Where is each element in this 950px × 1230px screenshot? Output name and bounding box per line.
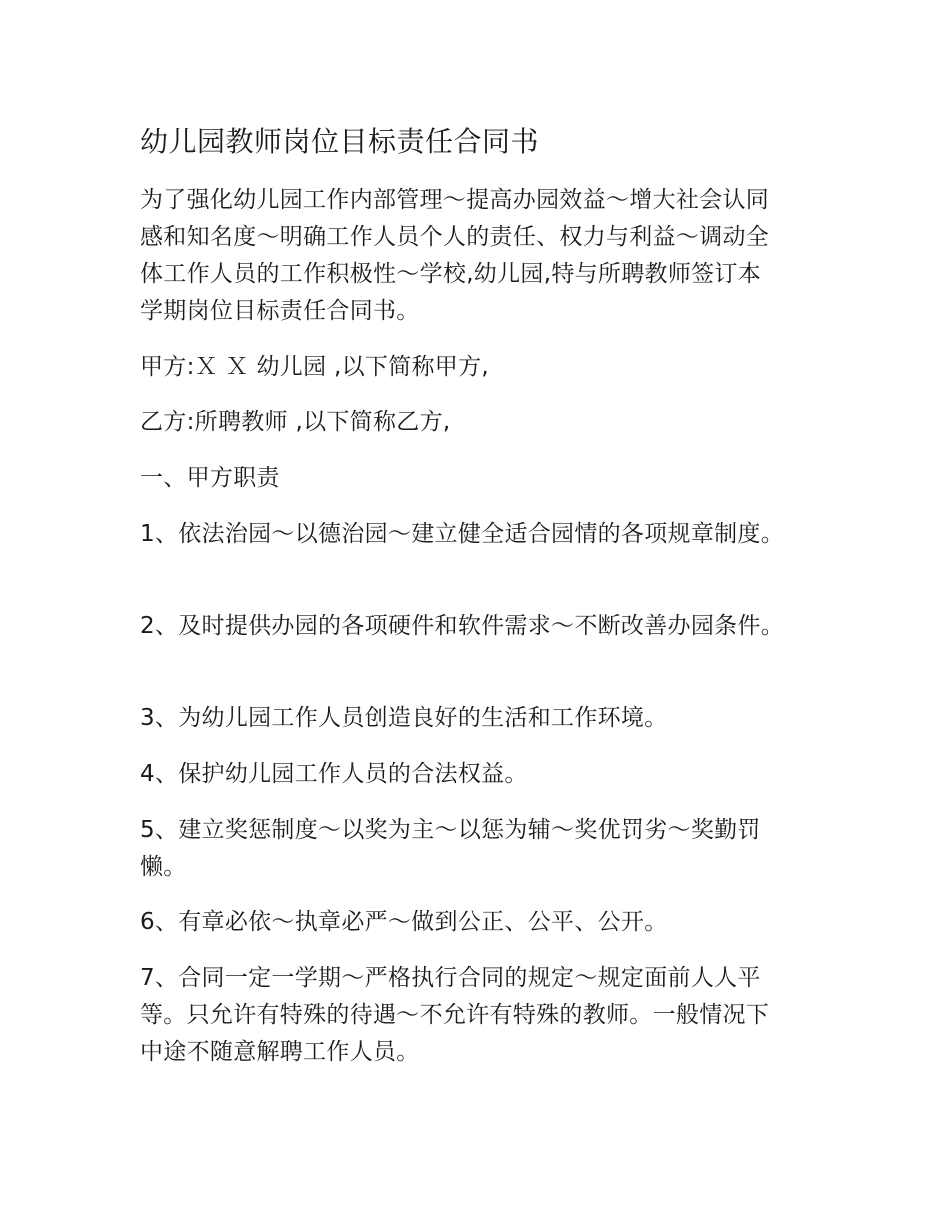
clause-line: 3、为幼儿园工作人员创造良好的生活和工作环境。 [140, 705, 668, 731]
clause-line: 2、及时提供办园的各项硬件和软件需求～不断改善办园条件。 [140, 613, 785, 639]
party-a-text: 甲方:Ｘ Ｘ 幼儿园 ,以下简称甲方, [140, 354, 490, 380]
clause-line: 中途不随意解聘工作人员。 [140, 1039, 420, 1065]
clause-item-7 [140, 960, 815, 1071]
clause-line: 懒。 [140, 854, 187, 880]
clause-line: 5、建立奖惩制度～以奖为主～以惩为辅～奖优罚劣～奖勤罚 [140, 817, 761, 843]
clause-item-6 [140, 904, 815, 941]
intro-line: 体工作人员的工作积极性～学校,幼儿园,特与所聘教师签订本 [140, 261, 762, 287]
clause-line: 4、保护幼儿园工作人员的合法权益。 [140, 761, 528, 787]
clause-item-2 [140, 608, 815, 645]
clause-line: 等。只允许有特殊的待遇～不允许有特殊的教师。一般情况下 [140, 1002, 770, 1028]
section-heading [140, 460, 815, 497]
section-heading-text: 一、甲方职责 [140, 465, 280, 491]
party-a-line [140, 349, 815, 386]
clause-line: 7、合同一定一学期～严格执行合同的规定～规定面前人人平 [140, 965, 761, 991]
clause-line: 1、依法治园～以德治园～建立健全适合园情的各项规章制度。 [140, 521, 785, 547]
clause-item-1 [140, 516, 815, 553]
intro-line: 感和知名度～明确工作人员个人的责任、权力与利益～调动全 [140, 224, 770, 250]
party-b-text: 乙方:所聘教师 ,以下简称乙方, [140, 409, 451, 435]
clause-item-5 [140, 812, 815, 886]
intro-line: 学期岗位目标责任合同书。 [140, 298, 420, 324]
party-b-line [140, 404, 815, 441]
document-title: 幼儿园教师岗位目标责任合同书 [140, 125, 540, 158]
intro-paragraph [140, 182, 815, 330]
clause-item-3 [140, 700, 815, 737]
intro-line: 为了强化幼儿园工作内部管理～提高办园效益～增大社会认同 [140, 187, 770, 213]
clause-line: 6、有章必依～执章必严～做到公正、公平、公开。 [140, 909, 668, 935]
clause-item-4 [140, 756, 815, 793]
